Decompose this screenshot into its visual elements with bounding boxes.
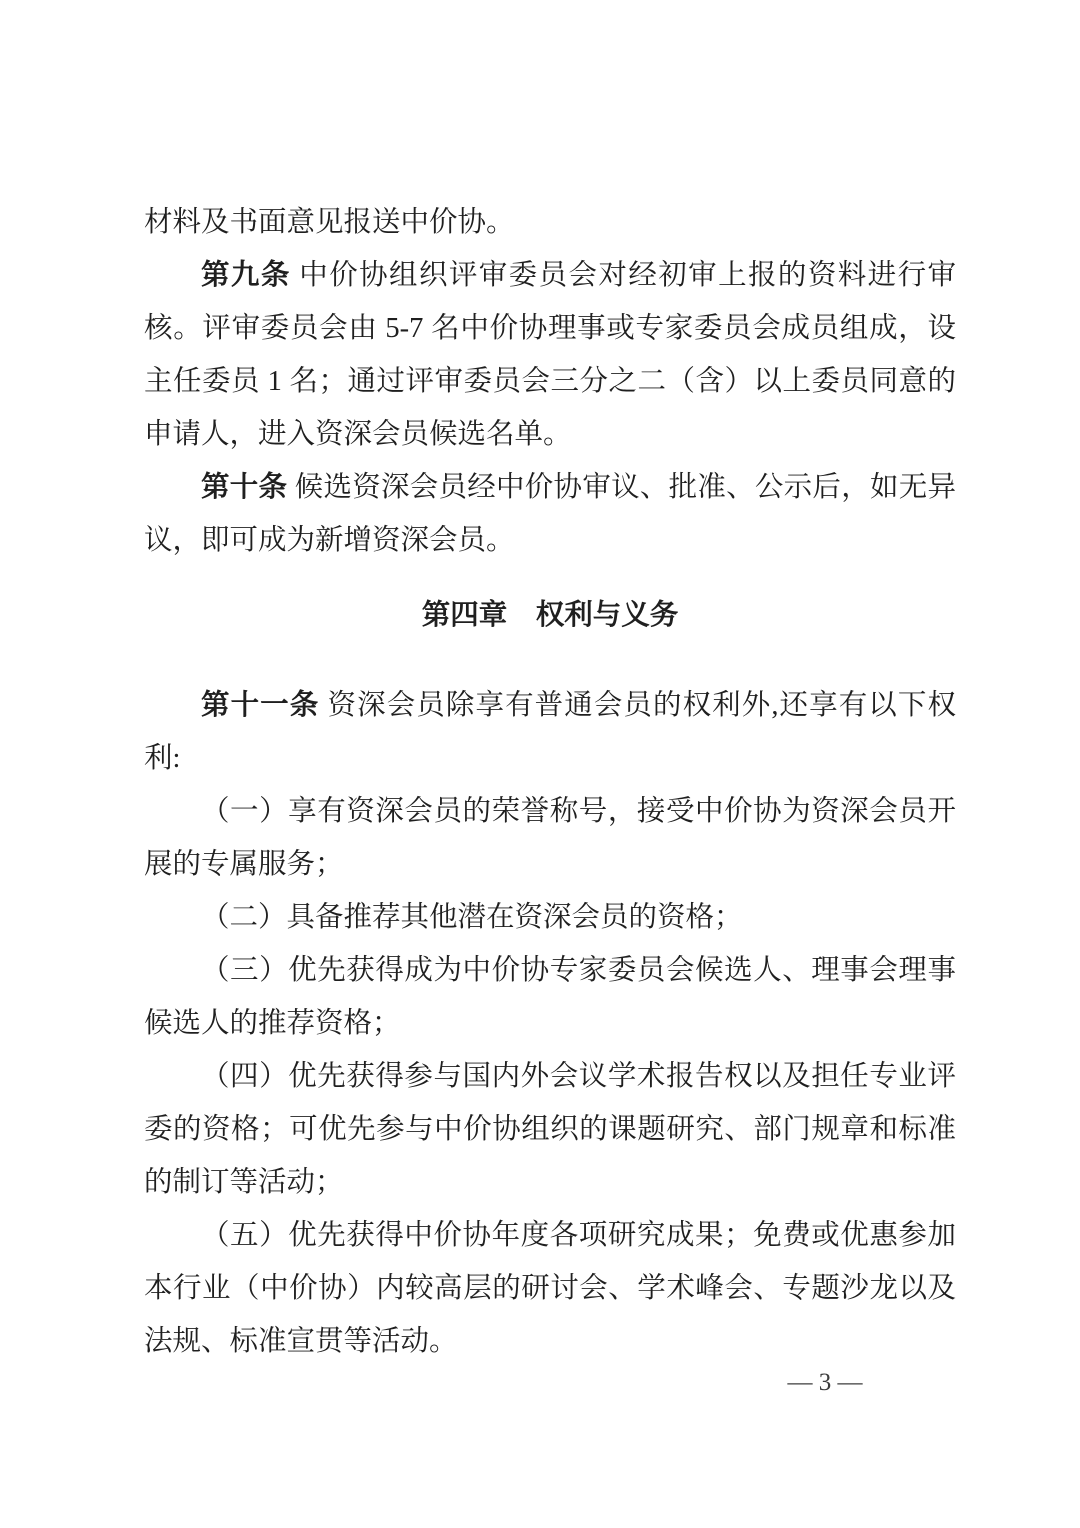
body-line: 主任委员 1 名；通过评审委员会三分之二（含）以上委员同意的 (144, 366, 956, 397)
document-body (144, 196, 956, 1368)
body-line: 议，即可成为新增资深会员。 (144, 525, 515, 556)
body-line: 委的资格；可优先参与中价协组织的课题研究、部门规章和标准 (144, 1114, 956, 1145)
body-line: 申请人，进入资深会员候选名单。 (144, 419, 572, 450)
body-line (144, 249, 956, 302)
body-line: （四）优先获得参与国内外会议学术报告权以及担任专业评 (201, 1061, 956, 1092)
body-line: （二）具备推荐其他潜在资深会员的资格； (201, 902, 743, 933)
chapter-heading: 第四章 权利与义务 (421, 600, 679, 631)
page-number: — 3 — (787, 1369, 863, 1396)
body-line: 材料及书面意见报送中价协。 (144, 207, 515, 238)
body-line (144, 461, 956, 514)
body-line: 候选人的推荐资格； (144, 1008, 401, 1039)
body-line: （五）优先获得中价协年度各项研究成果；免费或优惠参加 (201, 1220, 956, 1251)
body-line-text: 中价协组织评审委员会对经初审上报的资料进行审 (290, 260, 956, 291)
body-line: （一）享有资深会员的荣誉称号，接受中价协为资深会员开 (201, 796, 956, 827)
body-line (144, 679, 956, 732)
article-number-label: 第九条 (201, 260, 291, 291)
body-line: 法规、标准宣贯等活动。 (144, 1326, 458, 1357)
article-number-label: 第十一条 (201, 690, 320, 721)
body-line: 核。评审委员会由 5-7 名中价协理事或专家委员会成员组成，设 (144, 313, 956, 344)
article-number-label: 第十条 (201, 472, 288, 503)
body-line-text: 候选资深会员经中价协审议、批准、公示后，如无异 (287, 472, 956, 503)
body-line: 展的专属服务； (144, 849, 344, 880)
body-line: （三）优先获得成为中价协专家委员会候选人、理事会理事 (201, 955, 956, 986)
body-line: 利: (144, 743, 181, 774)
body-line: 的制订等活动； (144, 1167, 344, 1198)
body-line-text: 资深会员除享有普通会员的权利外,还享有以下权 (319, 690, 956, 721)
body-line: 本行业（中价协）内较高层的研讨会、学术峰会、专题沙龙以及 (144, 1273, 956, 1304)
